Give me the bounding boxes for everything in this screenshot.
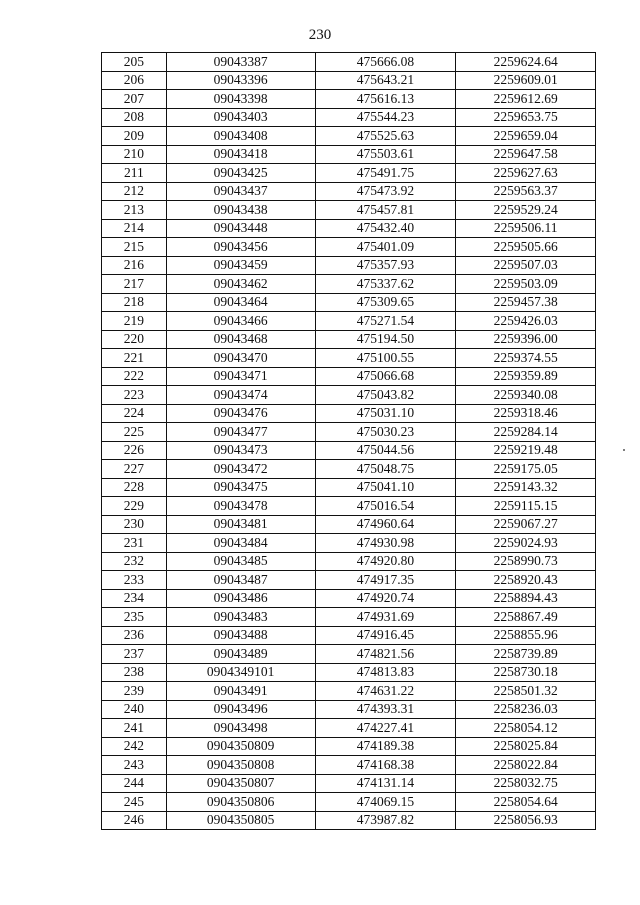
y-coordinate-cell: 2259359.89 [456,367,596,386]
table-row [102,441,596,460]
point-code-cell: 09043472 [166,460,315,479]
row-number-cell: 205 [102,53,167,72]
table-row [102,182,596,201]
point-code-cell: 09043466 [166,312,315,331]
point-code-cell: 09043448 [166,219,315,238]
point-code-cell: 09043481 [166,515,315,534]
point-code-cell: 09043398 [166,90,315,109]
table-row [102,737,596,756]
table-row [102,127,596,146]
row-number-cell: 240 [102,700,167,719]
point-code-cell: 09043418 [166,145,315,164]
point-code-cell: 09043475 [166,478,315,497]
y-coordinate-cell: 2258054.64 [456,793,596,812]
table-row [102,386,596,405]
y-coordinate-cell: 2258920.43 [456,571,596,590]
row-number-cell: 210 [102,145,167,164]
table-row [102,626,596,645]
y-coordinate-cell: 2259396.00 [456,330,596,349]
point-code-cell: 09043487 [166,571,315,590]
point-code-cell: 09043464 [166,293,315,312]
point-code-cell: 09043468 [166,330,315,349]
point-code-cell: 09043483 [166,608,315,627]
row-number-cell: 239 [102,682,167,701]
point-code-cell: 09043477 [166,423,315,442]
table-row [102,404,596,423]
row-number-cell: 211 [102,164,167,183]
y-coordinate-cell: 2259284.14 [456,423,596,442]
row-number-cell: 233 [102,571,167,590]
point-code-cell: 09043425 [166,164,315,183]
y-coordinate-cell: 2259457.38 [456,293,596,312]
x-coordinate-cell: 475100.55 [315,349,456,368]
point-code-cell: 09043474 [166,386,315,405]
table-row [102,571,596,590]
row-number-cell: 218 [102,293,167,312]
point-code-cell: 09043486 [166,589,315,608]
row-number-cell: 228 [102,478,167,497]
x-coordinate-cell: 475048.75 [315,460,456,479]
row-number-cell: 219 [102,312,167,331]
x-coordinate-cell: 474920.80 [315,552,456,571]
row-number-cell: 238 [102,663,167,682]
row-number-cell: 209 [102,127,167,146]
point-code-cell: 09043484 [166,534,315,553]
y-coordinate-cell: 2259507.03 [456,256,596,275]
page-number: 230 [308,27,332,43]
x-coordinate-cell: 475544.23 [315,108,456,127]
row-number-cell: 236 [102,626,167,645]
y-coordinate-cell: 2259024.93 [456,534,596,553]
table-row [102,515,596,534]
x-coordinate-cell: 474189.38 [315,737,456,756]
x-coordinate-cell: 474168.38 [315,756,456,775]
x-coordinate-cell: 475525.63 [315,127,456,146]
x-coordinate-cell: 475194.50 [315,330,456,349]
x-coordinate-cell: 475666.08 [315,53,456,72]
y-coordinate-cell: 2259318.46 [456,404,596,423]
y-coordinate-cell: 2259653.75 [456,108,596,127]
x-coordinate-cell: 475616.13 [315,90,456,109]
point-code-cell: 0904350807 [166,774,315,793]
coordinates-table [101,52,596,830]
x-coordinate-cell: 474960.64 [315,515,456,534]
x-coordinate-cell: 474813.83 [315,663,456,682]
x-coordinate-cell: 474227.41 [315,719,456,738]
y-coordinate-cell: 2259115.15 [456,497,596,516]
point-code-cell: 09043488 [166,626,315,645]
y-coordinate-cell: 2258025.84 [456,737,596,756]
y-coordinate-cell: 2259609.01 [456,71,596,90]
table-row [102,478,596,497]
row-number-cell: 221 [102,349,167,368]
row-number-cell: 246 [102,811,167,830]
row-number-cell: 232 [102,552,167,571]
row-number-cell: 241 [102,719,167,738]
row-number-cell: 230 [102,515,167,534]
y-coordinate-cell: 2259506.11 [456,219,596,238]
table-row [102,663,596,682]
point-code-cell: 09043476 [166,404,315,423]
y-coordinate-cell: 2259624.64 [456,53,596,72]
point-code-cell: 09043396 [166,71,315,90]
y-coordinate-cell: 2258022.84 [456,756,596,775]
y-coordinate-cell: 2258990.73 [456,552,596,571]
table-row [102,423,596,442]
row-number-cell: 207 [102,90,167,109]
table-row [102,460,596,479]
y-coordinate-cell: 2259340.08 [456,386,596,405]
y-coordinate-cell: 2258056.93 [456,811,596,830]
row-number-cell: 213 [102,201,167,220]
table-row [102,330,596,349]
point-code-cell: 09043387 [166,53,315,72]
y-coordinate-cell: 2259627.63 [456,164,596,183]
row-number-cell: 234 [102,589,167,608]
point-code-cell: 09043491 [166,682,315,701]
x-coordinate-cell: 475503.61 [315,145,456,164]
y-coordinate-cell: 2258730.18 [456,663,596,682]
table-body [102,53,596,830]
point-code-cell: 0904350808 [166,756,315,775]
x-coordinate-cell: 474920.74 [315,589,456,608]
x-coordinate-cell: 475457.81 [315,201,456,220]
x-coordinate-cell: 475491.75 [315,164,456,183]
row-number-cell: 224 [102,404,167,423]
y-coordinate-cell: 2259647.58 [456,145,596,164]
y-coordinate-cell: 2258054.12 [456,719,596,738]
row-number-cell: 222 [102,367,167,386]
point-code-cell: 09043403 [166,108,315,127]
point-code-cell: 09043478 [166,497,315,516]
table-row [102,293,596,312]
point-code-cell: 09043437 [166,182,315,201]
table-row [102,552,596,571]
row-number-cell: 223 [102,386,167,405]
x-coordinate-cell: 475041.10 [315,478,456,497]
x-coordinate-cell: 475271.54 [315,312,456,331]
point-code-cell: 09043473 [166,441,315,460]
table-row [102,90,596,109]
y-coordinate-cell: 2259505.66 [456,238,596,257]
y-coordinate-cell: 2259374.55 [456,349,596,368]
table-row [102,774,596,793]
x-coordinate-cell: 474931.69 [315,608,456,627]
table-row [102,108,596,127]
row-number-cell: 225 [102,423,167,442]
point-code-cell: 09043471 [166,367,315,386]
row-number-cell: 235 [102,608,167,627]
table-row [102,589,596,608]
y-coordinate-cell: 2258867.49 [456,608,596,627]
point-code-cell: 0904350809 [166,737,315,756]
x-coordinate-cell: 474393.31 [315,700,456,719]
y-coordinate-cell: 2259659.04 [456,127,596,146]
point-code-cell: 09043408 [166,127,315,146]
x-coordinate-cell: 475044.56 [315,441,456,460]
x-coordinate-cell: 474930.98 [315,534,456,553]
table-row [102,238,596,257]
table-row [102,793,596,812]
y-coordinate-cell: 2258032.75 [456,774,596,793]
table-row [102,349,596,368]
row-number-cell: 231 [102,534,167,553]
point-code-cell: 0904350805 [166,811,315,830]
y-coordinate-cell: 2258501.32 [456,682,596,701]
row-number-cell: 237 [102,645,167,664]
point-code-cell: 09043470 [166,349,315,368]
table-row [102,256,596,275]
row-number-cell: 227 [102,460,167,479]
point-code-cell: 09043438 [166,201,315,220]
point-code-cell: 0904349101 [166,663,315,682]
point-code-cell: 09043498 [166,719,315,738]
point-code-cell: 09043485 [166,552,315,571]
y-coordinate-cell: 2259175.05 [456,460,596,479]
table-row [102,53,596,72]
row-number-cell: 242 [102,737,167,756]
x-coordinate-cell: 475030.23 [315,423,456,442]
table-row [102,700,596,719]
y-coordinate-cell: 2259067.27 [456,515,596,534]
row-number-cell: 206 [102,71,167,90]
x-coordinate-cell: 475357.93 [315,256,456,275]
row-number-cell: 214 [102,219,167,238]
row-number-cell: 245 [102,793,167,812]
x-coordinate-cell: 475031.10 [315,404,456,423]
y-coordinate-cell: 2259219.48 [456,441,596,460]
table-row [102,682,596,701]
point-code-cell: 09043459 [166,256,315,275]
y-coordinate-cell: 2258236.03 [456,700,596,719]
table-row [102,367,596,386]
table-row [102,497,596,516]
x-coordinate-cell: 475337.62 [315,275,456,294]
x-coordinate-cell: 475432.40 [315,219,456,238]
x-coordinate-cell: 474131.14 [315,774,456,793]
x-coordinate-cell: 474916.45 [315,626,456,645]
y-coordinate-cell: 2259503.09 [456,275,596,294]
x-coordinate-cell: 475473.92 [315,182,456,201]
y-coordinate-cell: 2258739.89 [456,645,596,664]
row-number-cell: 208 [102,108,167,127]
row-number-cell: 217 [102,275,167,294]
x-coordinate-cell: 475643.21 [315,71,456,90]
x-coordinate-cell: 474917.35 [315,571,456,590]
scan-speck [623,449,625,451]
row-number-cell: 243 [102,756,167,775]
x-coordinate-cell: 473987.82 [315,811,456,830]
y-coordinate-cell: 2258855.96 [456,626,596,645]
x-coordinate-cell: 475401.09 [315,238,456,257]
table-row [102,756,596,775]
y-coordinate-cell: 2259143.32 [456,478,596,497]
x-coordinate-cell: 475066.68 [315,367,456,386]
y-coordinate-cell: 2258894.43 [456,589,596,608]
row-number-cell: 226 [102,441,167,460]
table-row [102,811,596,830]
x-coordinate-cell: 474821.56 [315,645,456,664]
table-row [102,219,596,238]
row-number-cell: 215 [102,238,167,257]
table-row [102,201,596,220]
point-code-cell: 0904350806 [166,793,315,812]
point-code-cell: 09043462 [166,275,315,294]
table-row [102,608,596,627]
y-coordinate-cell: 2259529.24 [456,201,596,220]
y-coordinate-cell: 2259563.37 [456,182,596,201]
table-row [102,145,596,164]
row-number-cell: 212 [102,182,167,201]
table-row [102,534,596,553]
table-row [102,645,596,664]
x-coordinate-cell: 475043.82 [315,386,456,405]
table-row [102,164,596,183]
x-coordinate-cell: 474069.15 [315,793,456,812]
y-coordinate-cell: 2259612.69 [456,90,596,109]
row-number-cell: 216 [102,256,167,275]
point-code-cell: 09043456 [166,238,315,257]
x-coordinate-cell: 475016.54 [315,497,456,516]
table-row [102,312,596,331]
x-coordinate-cell: 475309.65 [315,293,456,312]
y-coordinate-cell: 2259426.03 [456,312,596,331]
table-row [102,71,596,90]
table-row [102,275,596,294]
point-code-cell: 09043496 [166,700,315,719]
row-number-cell: 220 [102,330,167,349]
point-code-cell: 09043489 [166,645,315,664]
row-number-cell: 244 [102,774,167,793]
row-number-cell: 229 [102,497,167,516]
table-row [102,719,596,738]
x-coordinate-cell: 474631.22 [315,682,456,701]
